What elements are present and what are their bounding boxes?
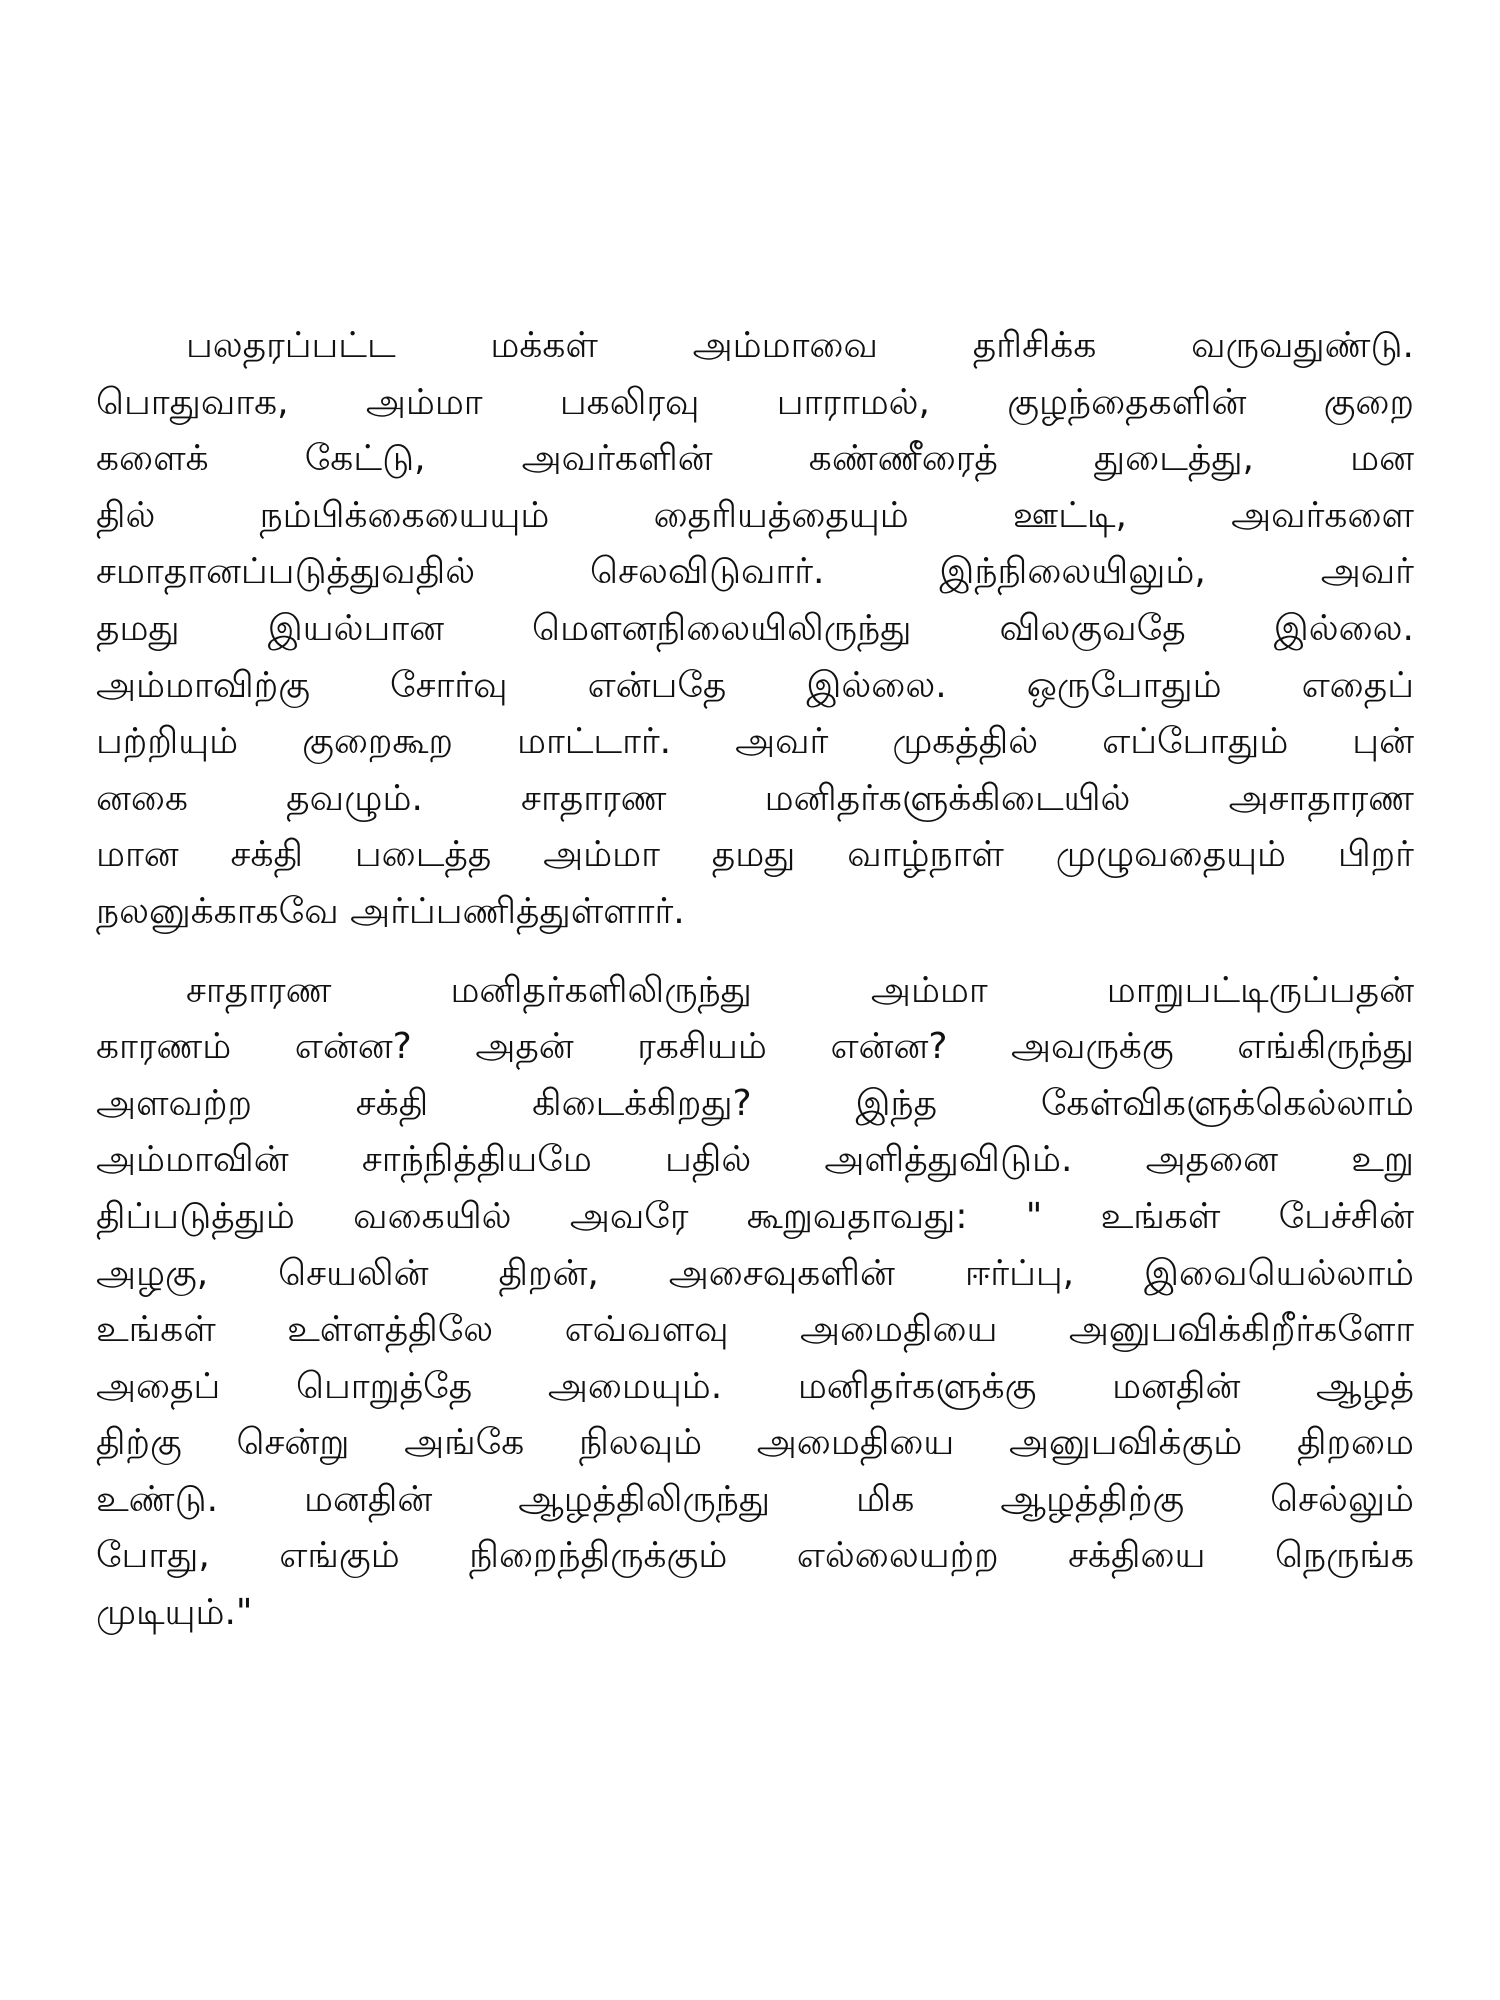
paragraph-2 <box>96 963 1414 1642</box>
paragraph-line: சாதாரண மனிதர்களிலிருந்து அம்மா மாறுபட்டிருப்பதன் <box>186 969 1414 1011</box>
paragraph-line: காரணம் என்ன? அதன் ரகசியம் என்ன? அவருக்கு எங்கிருந்து <box>96 1026 1414 1068</box>
paragraph-1 <box>96 318 1414 941</box>
paragraph-line: தில் நம்பிக்கையையும் தைரியத்தையும் ஊட்டி, அவர்களை <box>96 494 1414 536</box>
paragraph-line: திப்படுத்தும் வகையில் அவரே கூறுவதாவது: " உங்கள் பேச்சின் <box>96 1195 1414 1237</box>
paragraph-line: அதைப் பொறுத்தே அமையும். மனிதர்களுக்கு மனதின் ஆழத் <box>96 1365 1414 1407</box>
paragraph-line: அம்மாவிற்கு சோர்வு என்பதே இல்லை. ஒருபோதும் எதைப் <box>96 664 1414 706</box>
paragraph-line: அம்மாவின் சாந்நித்தியமே பதில் அளித்துவிடும். அதனை உறு <box>96 1139 1414 1181</box>
paragraph-line: அளவற்ற சக்தி கிடைக்கிறது? இந்த கேள்விகளுக்கெல்லாம் <box>96 1082 1414 1124</box>
paragraph-gap <box>96 941 1414 963</box>
paragraph-line: போது, எங்கும் நிறைந்திருக்கும் எல்லையற்ற சக்தியை நெருங்க <box>96 1535 1414 1577</box>
paragraph-line: அழகு, செயலின் திறன், அசைவுகளின் ஈர்ப்பு, இவையெல்லாம் <box>96 1252 1414 1294</box>
paragraph-line: பலதரப்பட்ட மக்கள் அம்மாவை தரிசிக்க வருவதுண்டு. <box>186 325 1414 366</box>
paragraph-line: உண்டு. மனதின் ஆழத்திலிருந்து மிக ஆழத்திற்கு செல்லும் <box>96 1478 1414 1520</box>
paragraph-line: பற்றியும் குறைகூற மாட்டார். அவர் முகத்தில் எப்போதும் புன் <box>96 721 1414 763</box>
paragraph-line: திற்கு சென்று அங்கே நிலவும் அமைதியை அனுபவிக்கும் திறமை <box>96 1422 1414 1464</box>
paragraph-line: களைக் கேட்டு, அவர்களின் கண்ணீரைத் துடைத்து, மன <box>96 438 1414 480</box>
paragraph-line: உங்கள் உள்ளத்திலே எவ்வளவு அமைதியை அனுபவிக்கிறீர்களோ <box>96 1309 1414 1351</box>
paragraph-line: முடியும்." <box>96 1592 253 1634</box>
paragraph-line: னகை தவழும். சாதாரண மனிதர்களுக்கிடையில் அசாதாரண <box>96 777 1414 819</box>
paragraph-line: மான சக்தி படைத்த அம்மா தமது வாழ்நாள் முழுவதையும் பிறர் <box>96 834 1414 876</box>
paragraph-line: தமது இயல்பான மௌனநிலையிலிருந்து விலகுவதே இல்லை. <box>96 607 1414 649</box>
paragraph-line: பொதுவாக, அம்மா பகலிரவு பாராமல், குழந்தைகளின் குறை <box>96 381 1414 423</box>
paragraph-line: சமாதானப்படுத்துவதில் செலவிடுவார். இந்நிலையிலும், அவர் <box>96 551 1414 593</box>
body-text <box>96 318 1414 1642</box>
paragraph-line: நலனுக்காகவே அர்ப்பணித்துள்ளார். <box>96 890 685 932</box>
